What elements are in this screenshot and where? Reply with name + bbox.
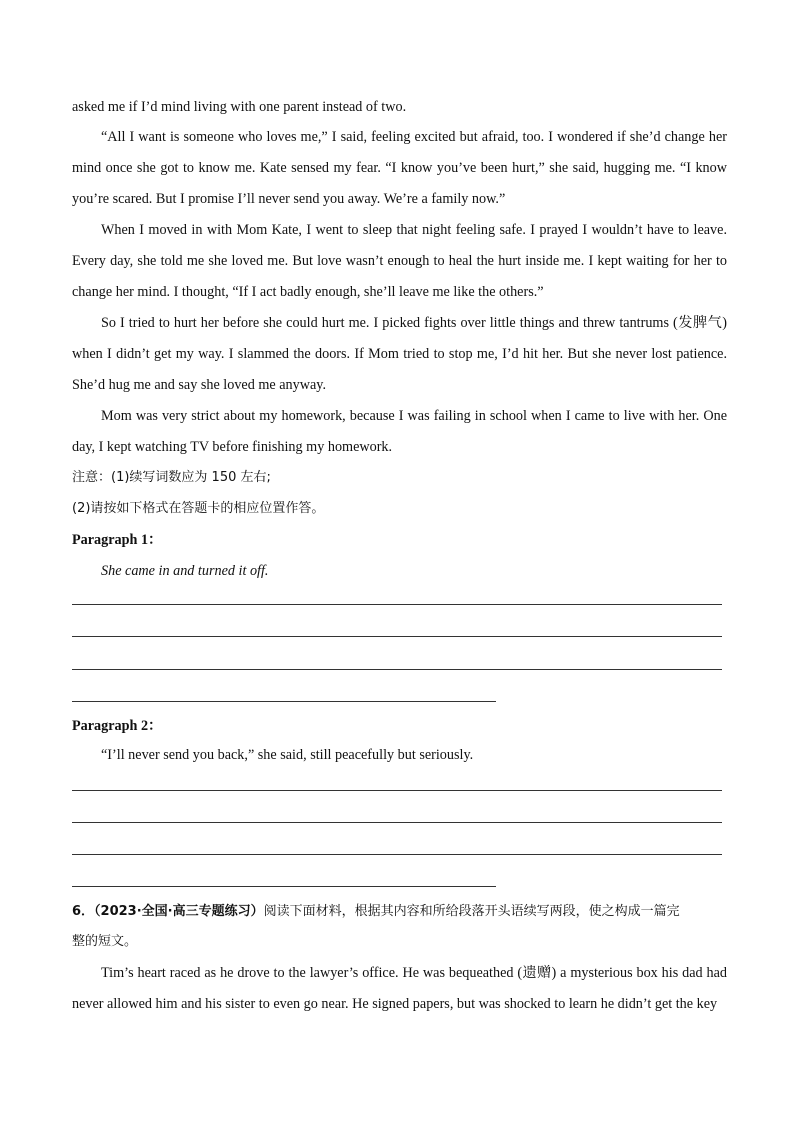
answer-line[interactable] [72,604,722,605]
passage-line: mind once she got to know me. Kate sensed my fear. “I know you’ve been hurt,” she said, hugging me. “I know [72,160,727,176]
question6-passage-line: never allowed him and his sister to even go near. He signed papers, but was shocked to learn he didn’t get the key [72,996,718,1012]
writing-note: (2)请按如下格式在答题卡的相应位置作答。 [72,501,325,516]
paragraph2-heading: Paragraph 2： [72,718,163,734]
answer-line[interactable] [72,822,722,823]
passage-line: She’d hug me and say she loved me anyway. [72,377,326,393]
answer-line[interactable] [72,636,722,637]
passage-line: So I tried to hurt her before she could hurt me. I picked fights over little things and threw tantrums (发脾气) [101,315,727,331]
passage-line: Mom was very strict about my homework, because I was failing in school when I came to live with her. One [101,408,727,424]
question6-line2: 整的短文。 [72,934,138,949]
passage-line: Every day, she told me she loved me. But love wasn’t enough to heal the hurt inside me. I kept waiting for her to [72,253,727,269]
writing-note: 注意：(1)续写词数应为 150 左右; [72,470,271,485]
passage-line: day, I kept watching TV before finishing my homework. [72,439,393,455]
passage-line: change her mind. I thought, “If I act badly enough, she’ll leave me like the others.” [72,284,544,300]
answer-line[interactable] [72,886,496,887]
question6-passage-line: Tim’s heart raced as he drove to the lawyer’s office. He was bequeathed (遗赠) a mysterious box his dad had [101,965,727,981]
paragraph1-heading: Paragraph 1： [72,532,163,548]
question-instruction: 阅读下面材料，根据其内容和所给段落开头语续写两段，使之构成一篇完 [263,904,680,919]
passage-line: When I moved in with Mom Kate, I went to sleep that night feeling safe. I prayed I wouldn’t have to leave. [101,222,727,238]
passage-line: you’re scared. But I promise I’ll never send you away. We’re a family now.” [72,191,506,207]
passage-line: “All I want is someone who loves me,” I said, feeling excited but afraid, too. I wondered if she’d change her [101,129,727,145]
paragraph1-starter: She came in and turned it off. [101,563,269,579]
answer-line[interactable] [72,854,722,855]
answer-line[interactable] [72,790,722,791]
paragraph2-starter: “I’ll never send you back,” she said, still peacefully but seriously. [101,747,474,763]
passage-line: asked me if I’d mind living with one parent instead of two. [72,99,407,115]
answer-line[interactable] [72,701,496,702]
question-source: （2023·全国·高三专题练习） [94,904,264,919]
passage-line: when I didn’t get my way. I slammed the doors. If Mom tried to stop me, I’d hit her. But she never lost patience. [72,346,727,362]
question-number: 6． [72,904,95,919]
question6-line1 [72,902,727,922]
answer-line[interactable] [72,669,722,670]
